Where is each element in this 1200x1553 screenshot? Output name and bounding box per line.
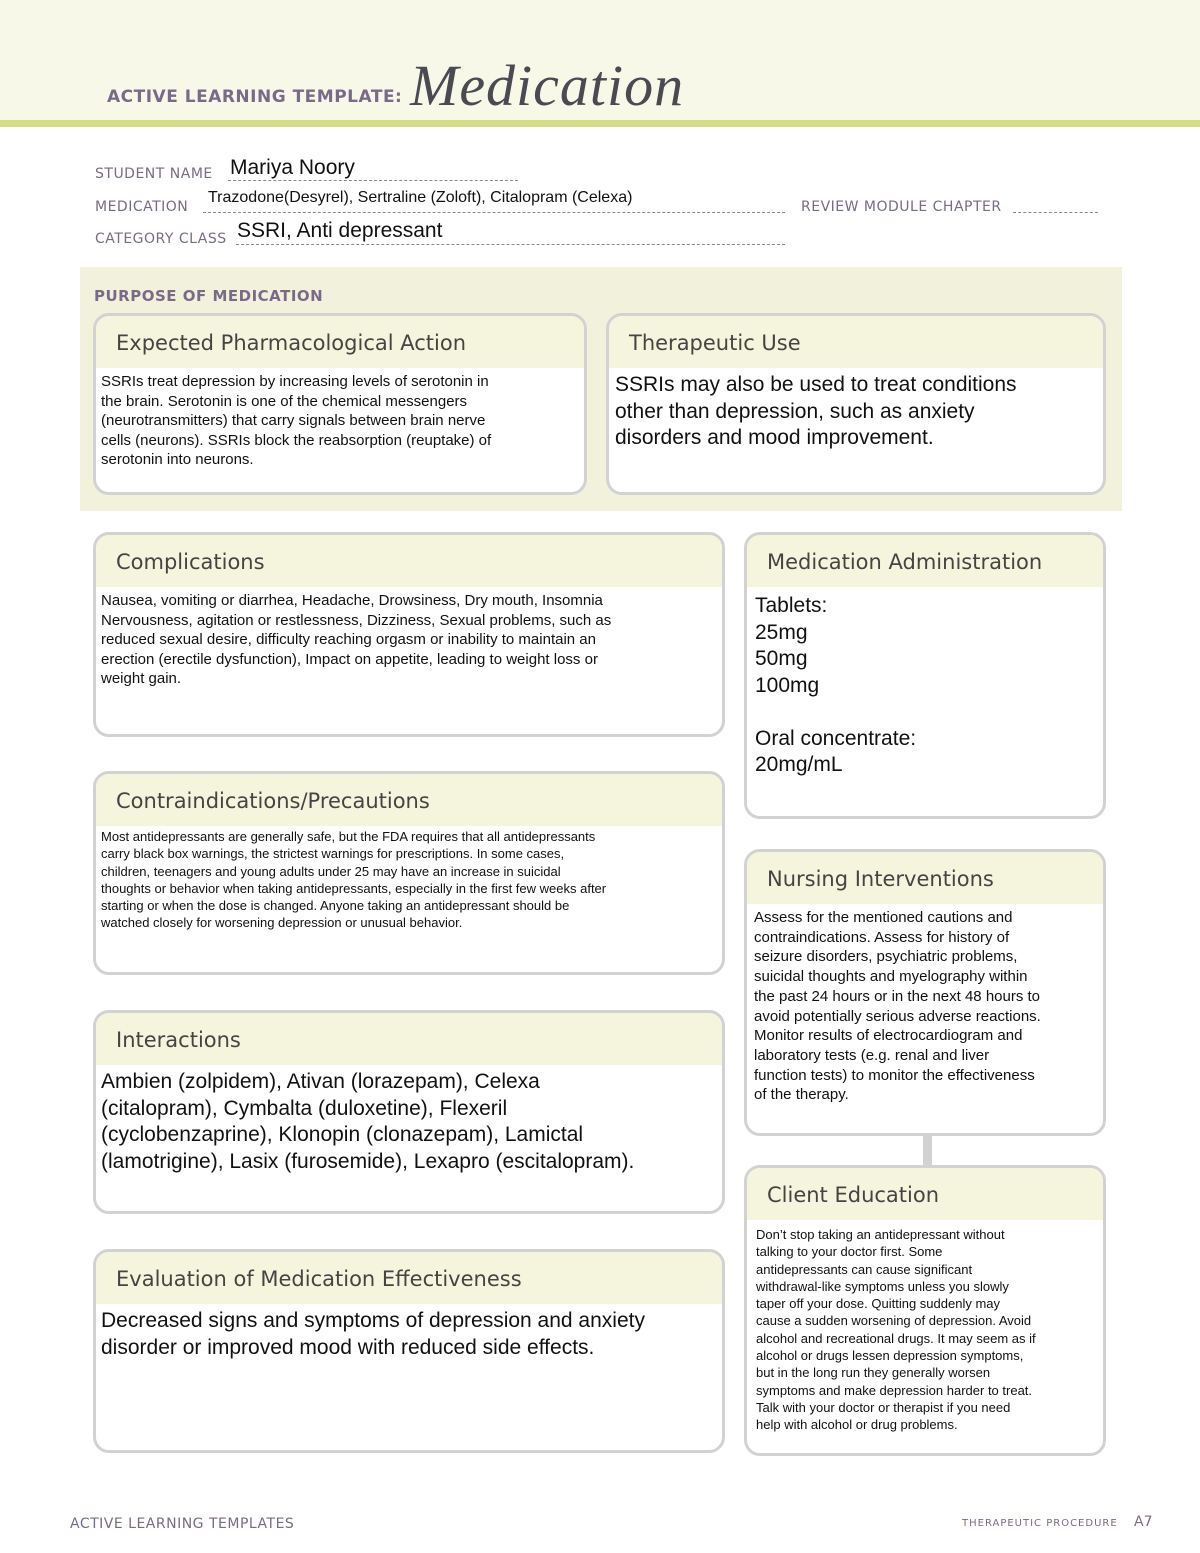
student-name-field[interactable]: Mariya Noory <box>230 156 355 179</box>
administration-text[interactable] <box>747 587 1103 779</box>
footer-right: THERAPEUTIC PROCEDURE <box>962 1518 1118 1529</box>
medication-label: MEDICATION <box>95 199 189 215</box>
text-line: SSRIs treat depression by increasing levels of serotonin in <box>101 373 489 390</box>
text-line: cells (neurons). SSRIs block the reabsorption (reuptake) of <box>101 431 492 449</box>
contraindications-title: Contraindications/Precautions <box>96 774 722 826</box>
text-line: alcohol and recreational drugs. It may seem as if <box>756 1330 1036 1346</box>
nursing-interventions-box <box>744 849 1106 1136</box>
text-line: (cyclobenzaprine), Klonopin (clonazepam), Lamictal <box>101 1123 584 1146</box>
complications-box <box>93 532 725 737</box>
text-line: symptoms and make depression harder to treat. <box>756 1382 1033 1398</box>
nursing-interventions-text[interactable] <box>747 904 1103 1105</box>
text-line: contraindications. Assess for history of <box>754 928 1010 946</box>
text-line: thoughts or behavior when taking antidepressants, especially in the first few weeks after <box>101 880 607 896</box>
page-title: Medication <box>410 53 685 118</box>
text-line: laboratory tests (e.g. renal and liver <box>754 1046 990 1064</box>
therapeutic-use-title: Therapeutic Use <box>609 316 1103 368</box>
text-line: reduced sexual desire, difficulty reaching orgasm or inability to maintain an <box>101 631 596 649</box>
text-line: avoid potentially serious adverse reactions. <box>754 1007 1041 1025</box>
client-education-text[interactable] <box>747 1220 1103 1434</box>
text-line: (lamotrigine), Lasix (furosemide), Lexapro (escitalopram). <box>101 1149 635 1173</box>
client-education-box <box>744 1165 1106 1456</box>
text-line: antidepressants can cause significant <box>756 1261 973 1277</box>
review-module-field[interactable] <box>1013 212 1098 213</box>
text-line: serotonin into neurons. <box>101 451 254 469</box>
therapeutic-use-text[interactable] <box>609 368 1103 452</box>
text-line: disorder or improved mood with reduced side effects. <box>101 1335 595 1359</box>
text-line: taper off your dose. Quitting suddenly may <box>756 1296 1001 1312</box>
text-line: 50mg <box>755 647 808 670</box>
text-line: 20mg/mL <box>755 753 843 776</box>
contraindications-text[interactable] <box>96 826 722 932</box>
nursing-interventions-title: Nursing Interventions <box>747 852 1103 904</box>
text-line: (neurotransmitters) that carry signals between brain nerve <box>101 412 486 430</box>
text-line: erection (erectile dysfunction), Impact on appetite, leading to weight loss or <box>101 650 598 668</box>
text-line: carry black box warnings, the strictest warnings for prescriptions. In some cases, <box>101 846 565 862</box>
text-line: Nervousness, agitation or restlessness, Dizziness, Sexual problems, such as <box>101 611 612 629</box>
footer-left: ACTIVE LEARNING TEMPLATES <box>70 1516 295 1532</box>
text-line: Decreased signs and symptoms of depression and anxiety <box>101 1309 645 1332</box>
interactions-title: Interactions <box>96 1013 722 1065</box>
interactions-box <box>93 1010 725 1214</box>
box-connector <box>923 1135 932 1165</box>
text-line: talking to your doctor first. Some <box>756 1244 943 1260</box>
complications-title: Complications <box>96 535 722 587</box>
text-line: withdrawal-like symptoms unless you slowly <box>756 1278 1009 1294</box>
category-class-field[interactable]: SSRI, Anti depressant <box>237 219 443 242</box>
administration-box <box>744 532 1106 819</box>
text-line: of the therapy. <box>754 1086 849 1104</box>
expected-action-box <box>93 313 587 495</box>
text-line: Assess for the mentioned cautions and <box>754 909 1013 926</box>
interactions-text[interactable] <box>96 1065 722 1175</box>
text-line: but in the long run they generally worsen <box>756 1365 991 1381</box>
text-line: Don’t stop taking an antidepressant without <box>756 1227 1005 1242</box>
client-education-title: Client Education <box>747 1168 1103 1220</box>
text-line: children, teenagers and young adults under 25 may have an increase in suicidal <box>101 863 561 879</box>
category-class-label: CATEGORY CLASS <box>95 231 227 247</box>
medication-underline <box>203 212 785 213</box>
category-class-underline <box>236 244 785 245</box>
expected-action-text[interactable] <box>96 368 584 470</box>
text-line: function tests) to monitor the effectiveness <box>754 1066 1035 1084</box>
text-line: seizure disorders, psychiatric problems, <box>754 948 1018 966</box>
text-line: Oral concentrate: <box>755 726 917 750</box>
text-line: Nausea, vomiting or diarrhea, Headache, Drowsiness, Dry mouth, Insomnia <box>101 592 603 609</box>
complications-text[interactable] <box>96 587 722 689</box>
purpose-label: PURPOSE OF MEDICATION <box>94 287 324 305</box>
text-line: other than depression, such as anxiety <box>615 399 975 423</box>
text-line: alcohol or drugs lessen depression symptoms, <box>756 1348 1024 1364</box>
text-line: 25mg <box>755 620 808 644</box>
evaluation-box <box>93 1249 725 1453</box>
student-name-label: STUDENT NAME <box>95 166 213 182</box>
text-line: SSRIs may also be used to treat conditions <box>615 373 1017 396</box>
text-line: Ambien (zolpidem), Ativan (lorazepam), Celexa <box>101 1070 540 1093</box>
text-line: cause a sudden worsening of depression. Avoid <box>756 1313 1032 1329</box>
text-line: Monitor results of electrocardiogram and <box>754 1027 1023 1045</box>
text-line: starting or when the dose is changed. Anyone taking an antidepressant should be <box>101 898 570 914</box>
text-line <box>755 699 1097 726</box>
text-line: Tablets: <box>755 594 828 617</box>
student-name-underline <box>228 180 518 181</box>
text-line: suicidal thoughts and myelography within <box>754 968 1028 986</box>
review-module-label: REVIEW MODULE CHAPTER <box>801 199 1002 215</box>
page-number: A7 <box>1134 1514 1153 1530</box>
template-label: ACTIVE LEARNING TEMPLATE: <box>107 87 403 107</box>
text-line: the past 24 hours or in the next 48 hours to <box>754 987 1041 1005</box>
therapeutic-use-box <box>606 313 1106 495</box>
evaluation-title: Evaluation of Medication Effectiveness <box>96 1252 722 1304</box>
text-line: help with alcohol or drug problems. <box>756 1417 958 1433</box>
text-line: watched closely for worsening depression or unusual behavior. <box>101 915 463 931</box>
header-divider <box>0 120 1200 127</box>
expected-action-title: Expected Pharmacological Action <box>96 316 584 368</box>
text-line: disorders and mood improvement. <box>615 426 934 449</box>
text-line: the brain. Serotonin is one of the chemical messengers <box>101 392 468 410</box>
text-line: Most antidepressants are generally safe, but the FDA requires that all antidepressants <box>101 829 596 844</box>
text-line: 100mg <box>755 673 820 697</box>
text-line: (citalopram), Cymbalta (duloxetine), Flexeril <box>101 1096 508 1120</box>
administration-title: Medication Administration <box>747 535 1103 587</box>
contraindications-box <box>93 771 725 975</box>
medication-field[interactable]: Trazodone(Desyrel), Sertraline (Zoloft), Citalopram (Celexa) <box>208 189 633 206</box>
text-line: weight gain. <box>101 670 182 688</box>
text-line: Talk with your doctor or therapist if you need <box>756 1399 1011 1415</box>
evaluation-text[interactable] <box>96 1304 722 1361</box>
